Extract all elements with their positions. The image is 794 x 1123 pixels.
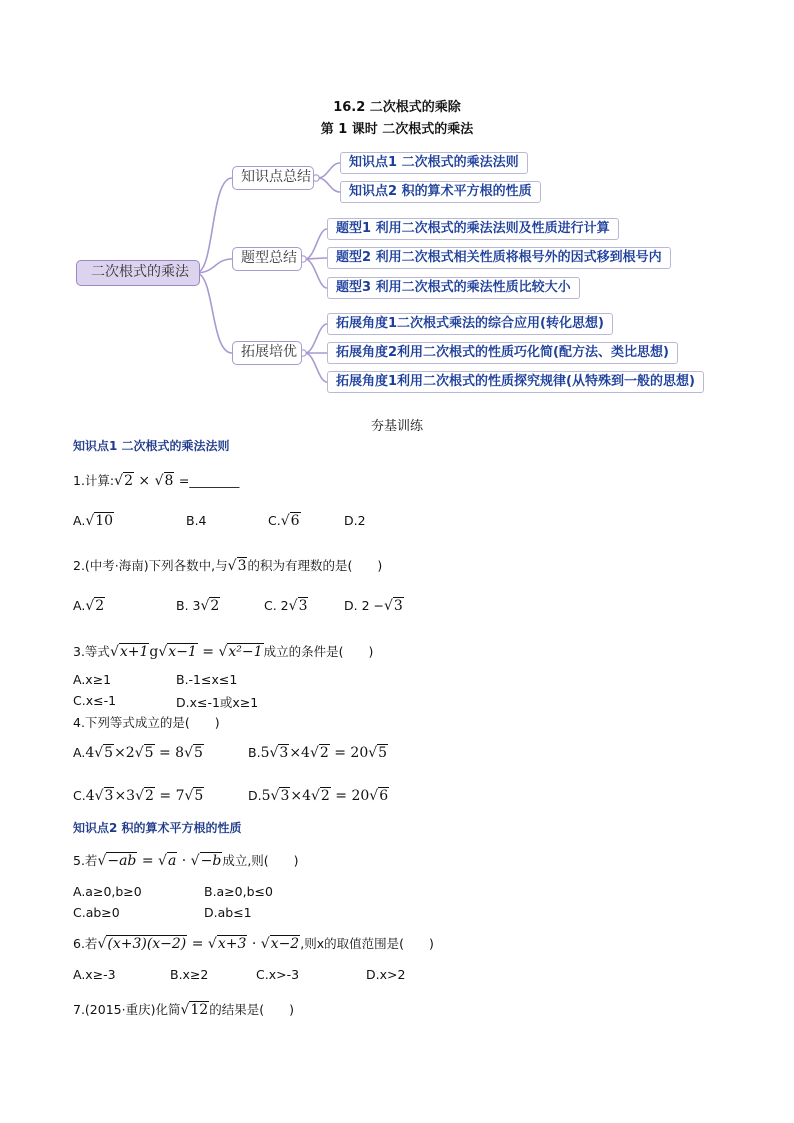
page-title: 16.2 二次根式的乘除 [333,100,461,115]
q4-option-d: D.5√3×4√2 = 20√6 [248,788,389,804]
lesson-subtitle: 第 1 课时 二次根式的乘法 [320,122,474,137]
mindmap-leaf-type2: 题型2 利用二次根式相关性质将根号外的因式移到根号内 [327,247,671,269]
question-7: 7.(2015·重庆)化简√12的结果是( ) [73,1002,294,1018]
q4-option-c: C.4√3×3√2 = 7√5 [73,788,204,804]
q3-option-b: B.-1≤x≤1 [176,672,238,687]
q6-option-d: D.x>2 [366,967,406,982]
q6-option-c: C.x>-3 [256,967,300,982]
kp1-heading: 知识点1 二次根式的乘法法则 [73,439,230,453]
kp2-heading: 知识点2 积的算术平方根的性质 [73,821,242,835]
question-4: 4.下列等式成立的是( ) [73,715,220,730]
mindmap-leaf-ext1: 拓展角度1二次根式乘法的综合应用(转化思想) [327,313,613,335]
section-title: 夯基训练 [370,419,423,434]
question-5: 5.若√−ab = √a · √−b成立,则( ) [73,853,299,869]
q2-option-b: B. 3√2 [176,598,220,614]
q4-option-a: A.4√5×2√5 = 8√5 [73,745,203,761]
mindmap-leaf-kp2: 知识点2 积的算术平方根的性质 [340,181,541,203]
mindmap-branch-question-types: 题型总结 [232,247,302,271]
q4-option-b: B.5√3×4√2 = 20√5 [248,745,388,761]
q3-option-d: D.x≤-1或x≥1 [176,695,259,710]
q1-stem: 1.计算: [73,473,115,488]
question-2: 2.(中考·海南)下列各数中,与√3的积为有理数的是( ) [73,558,383,574]
mindmap-leaf-ext3: 拓展角度1利用二次根式的性质探究规律(从特殊到一般的思想) [327,371,704,393]
q3-option-c: C.x≤-1 [73,693,117,708]
mindmap-leaf-kp1: 知识点1 二次根式的乘法法则 [340,152,528,174]
q2-option-a: A.√2 [73,598,105,614]
q1-option-a: A.√10 [73,513,114,529]
question-1 [73,471,239,489]
q6-option-b: B.x≥2 [170,967,209,982]
question-6: 6.若√(x+3)(x−2) = √x+3 · √x−2,则x的取值范围是( ) [73,936,434,952]
q5-option-c: C.ab≥0 [73,905,120,920]
q6-option-a: A.x≥-3 [73,967,116,982]
mindmap-leaf-type1: 题型1 利用二次根式的乘法法则及性质进行计算 [327,218,619,240]
mindmap-leaf-ext2: 拓展角度2利用二次根式的性质巧化简(配方法、类比思想) [327,342,678,364]
q5-option-a: A.a≥0,b≥0 [73,884,142,899]
q2-option-d: D. 2 −√3 [344,598,403,614]
q2-option-c: C. 2√3 [264,598,308,614]
q5-option-b: B.a≥0,b≤0 [204,884,273,899]
q1-blank: =________ [178,473,240,488]
mindmap-branch-extension: 拓展培优 [232,341,302,365]
q1-expr: √2 × √8 [114,473,174,489]
mindmap-leaf-type3: 题型3 利用二次根式的乘法性质比较大小 [327,277,580,299]
q1-option-b: B.4 [186,513,207,528]
q5-option-d: D.ab≤1 [204,905,252,920]
question-3: 3.等式√x+1g√x−1 = √x²−1成立的条件是( ) [73,644,374,660]
q3-option-a: A.x≥1 [73,672,112,687]
mindmap-root: 二次根式的乘法 [76,260,200,286]
q1-option-d: D.2 [344,513,366,528]
mindmap-branch-knowledge: 知识点总结 [232,166,314,190]
q1-option-c: C.√6 [268,513,300,529]
